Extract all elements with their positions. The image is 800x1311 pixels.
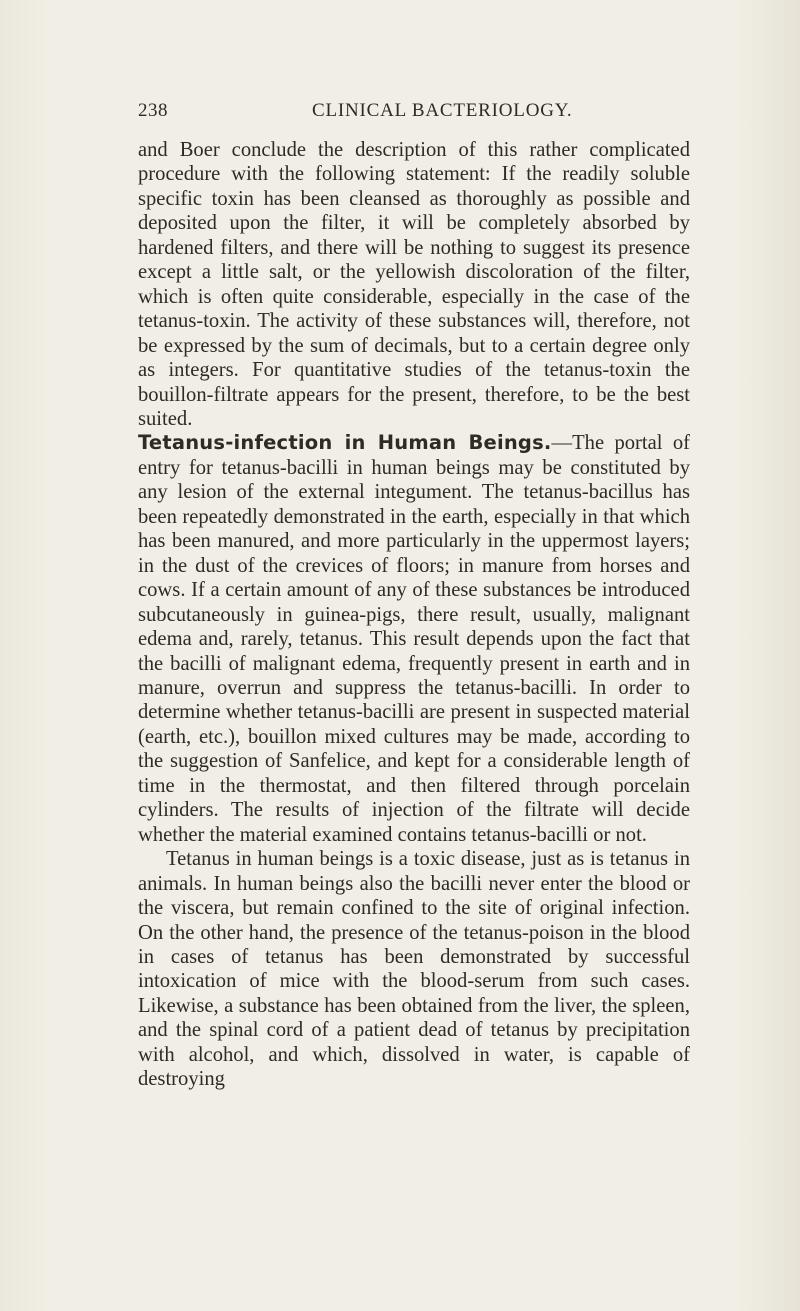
running-title: CLINICAL BACTERIOLOGY. bbox=[312, 100, 573, 121]
page-number: 238 bbox=[138, 100, 168, 121]
section-heading: Tetanus-infection in Human Beings. bbox=[138, 431, 552, 455]
paragraph-2-text: —The portal of entry for tetanus-bacilli in human beings may be constituted by any lesion of the external integument. The tetanus-bacillus has been repeatedly demonstrated in the earth, especially in that which has been manured, and more particularly in the uppermost layers; in the dust of the crevices of floors; in manure from horses and cows. If a certain amount of any of these substances be introduced subcutaneously in guinea-pigs, there result, usually, malignant edema and, rarely, tetanus. This result depends upon the fact that the bacilli of malignant edema, frequently present in earth and in manure, overrun and suppress the tetanus-bacilli. In order to determine whether tetanus-bacilli are present in suspected material (earth, etc.), bouillon mixed cultures may be made, according to the suggestion of Sanfelice, and kept for a considerable length of time in the thermostat, and then filtered through porcelain cylinders. The results of injection of the filtrate will decide whether the material examined contains tetanus-bacilli or not. bbox=[138, 432, 690, 846]
paragraph-2 bbox=[138, 431, 690, 847]
body-text bbox=[138, 138, 690, 1092]
page-header bbox=[0, 100, 800, 130]
paragraph-1: and Boer conclude the description of this rather complicated procedure with the following statement: If the readily soluble specific toxin has been cleansed as thoroughly as possible and deposited upon the filter, it will be completely absorbed by hardened filters, and there will be nothing to suggest its presence except a little salt, or the yellowish discoloration of the filter, which is often quite considerable, especially in the case of the tetanus-toxin. The activity of these substances will, therefore, not be expressed by the sum of decimals, but to a certain degree only as integers. For quantitative studies of the tetanus-toxin the bouillon-filtrate appears for the present, therefore, to be the best suited. bbox=[138, 139, 690, 430]
paragraph-3: Tetanus in human beings is a toxic disease, just as is tetanus in animals. In human beings also the bacilli never enter the blood or the viscera, but remain confined to the site of original infection. On the other hand, the presence of the tetanus-poison in the blood in cases of tetanus has been demonstrated by successful intoxication of mice with the blood-serum from such cases. Likewise, a substance has been obtained from the liver, the spleen, and the spinal cord of a patient dead of tetanus by precipitation with alcohol, and which, dissolved in water, is capable of destroying bbox=[138, 848, 690, 1091]
